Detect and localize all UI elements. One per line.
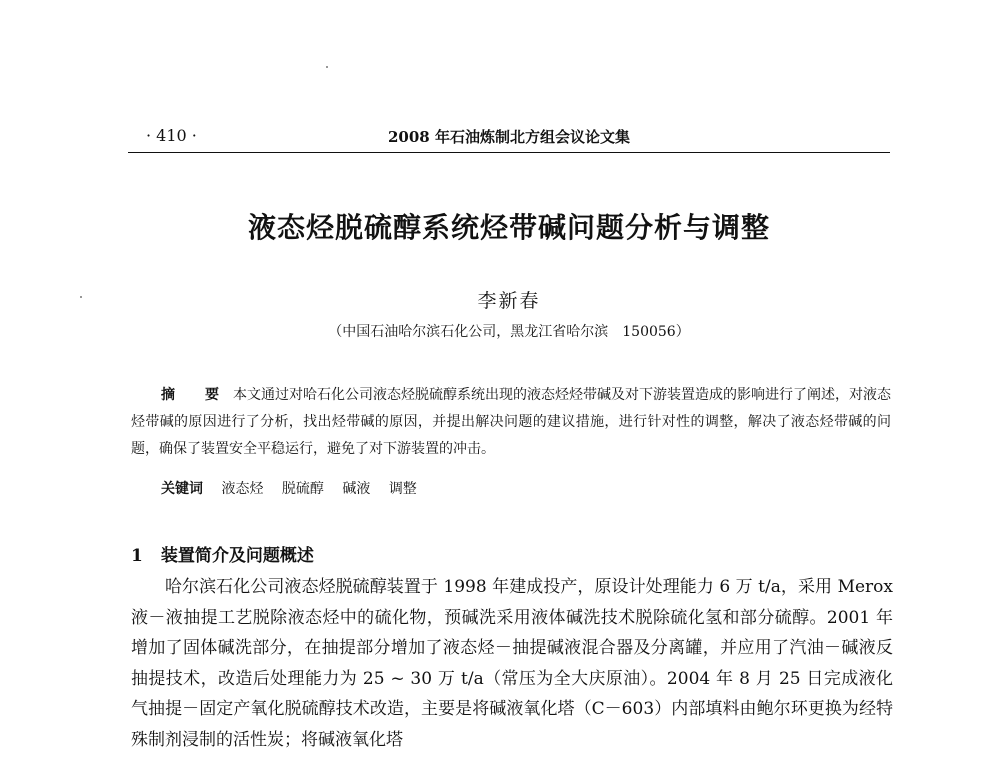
- keyword: 脱硫醇: [281, 481, 324, 497]
- abstract: [131, 382, 891, 463]
- keyword: 液态烃: [221, 481, 264, 497]
- page-number: · 410 ·: [146, 126, 197, 145]
- keyword: 碱液: [342, 481, 371, 497]
- article-title: 液态烃脱硫醇系统烃带碱问题分析与调整: [247, 211, 770, 244]
- scan-speck: [80, 296, 82, 298]
- page-header: [128, 122, 890, 150]
- section-paragraph: 哈尔滨石化公司液态烃脱硫醇装置于 1998 年建成投产，原设计处理能力 6 万 t/a，采用 Merox 液－液抽提工艺脱除液态烃中的硫化物，预碱洗采用液体碱洗技术脱除硫化氢和部分硫醇。2001 年增加了固体碱洗部分，在抽提部分增加了液态烃－抽提碱液混合器及分离罐，并应用了汽油－碱液反抽提技术，改造后处理能力为 25 ~ 30 万 t/a（常压为全大庆原油）。2004 年 8 月 25 日完成液化气抽提－固定产氧化脱硫醇技术改造，主要是将碱液氧化塔（C－603）内部填料由鲍尔环更换为经特殊制剂浸制的活性炭；将碱液氧化塔: [131, 577, 893, 750]
- keywords-label: 关键词: [161, 481, 203, 497]
- abstract-text: 本文通过对哈石化公司液态烃脱硫醇系统出现的液态烃烃带碱及对下游装置造成的影响进行了阐述，对液态烃带碱的原因进行了分析，找出烃带碱的原因，并提出解决问题的建议措施，进行针对性的调整，解决了液态烃带碱的问题，确保了装置安全平稳运行，避免了对下游装置的冲击。: [131, 387, 891, 457]
- section-title: 装置简介及问题概述: [160, 546, 314, 566]
- running-title: 2008 年石油炼制北方组会议论文集: [388, 128, 630, 146]
- section-heading: [131, 541, 314, 566]
- author-affiliation: （中国石油哈尔滨石化公司，黑龙江省哈尔滨 150056）: [328, 324, 690, 340]
- keywords: [161, 478, 431, 498]
- scan-speck: [326, 66, 328, 68]
- section-number: 1: [131, 546, 143, 566]
- keyword: 调整: [388, 481, 417, 497]
- author-name: 李新春: [477, 290, 541, 312]
- abstract-label: 摘 要: [161, 387, 227, 403]
- header-divider: [128, 152, 890, 153]
